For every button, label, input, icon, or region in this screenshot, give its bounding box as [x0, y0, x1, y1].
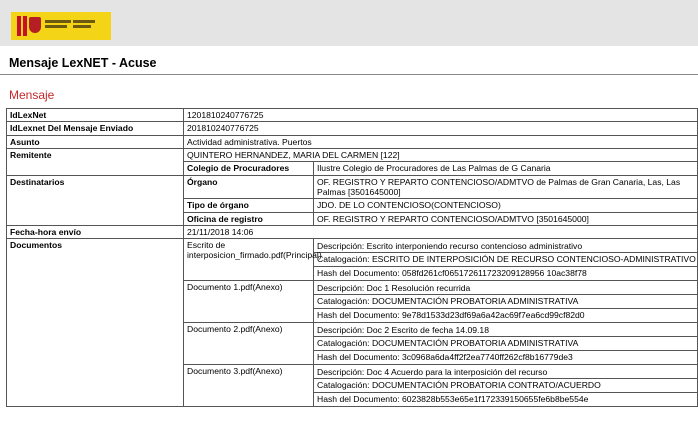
- sub-label: Tipo de órgano: [184, 199, 314, 212]
- document-hash: Hash del Documento: 6023828b553e65e1f172339150655fe6b8be554e: [317, 393, 589, 404]
- document-name: Documento 1.pdf(Anexo): [184, 281, 314, 323]
- row-label: Asunto: [7, 135, 184, 148]
- sub-label: Oficina de registro: [184, 212, 314, 225]
- document-meta: [314, 323, 698, 365]
- table-row: [7, 148, 698, 161]
- row-value: Actividad administrativa. Puertos: [184, 135, 698, 148]
- document-hash: Hash del Documento: 058fd261cf065172611723209128956 10ac38f78: [317, 267, 587, 278]
- top-banner: [0, 0, 698, 46]
- row-value: 1201810240776725: [184, 109, 698, 122]
- document-description: Descripción: Escrito interponiendo recurso contencioso administrativo: [314, 240, 697, 253]
- page-title: Mensaje LexNET - Acuse: [9, 56, 157, 70]
- table-row: [7, 135, 698, 148]
- sub-label: Colegio de Procuradores: [184, 162, 314, 175]
- row-label: Fecha-hora envío: [7, 225, 184, 238]
- document-description: Descripción: Doc 2 Escrito de fecha 14.09.18: [314, 324, 697, 337]
- message-table: [6, 108, 698, 407]
- document-catalog: Catalogación: DOCUMENTACIÓN PROBATORIA ADMINISTRATIVA: [314, 337, 697, 350]
- document-hash: Hash del Documento: 9e78d1533d23df69a6a42ac69f7ea6cd99cf82d0: [317, 309, 585, 320]
- row-label: IdLexNet: [7, 109, 184, 122]
- sub-value: OF. REGISTRO Y REPARTO CONTENCIOSO/ADMTVO de Palmas de Gran Canaria, Las, Las Palmas [3501645000]: [314, 175, 698, 199]
- table-row: [7, 239, 698, 281]
- document-meta: [314, 239, 698, 281]
- document-hash: Hash del Documento: 3c0968a6da4ff2f2ea7740ff262cf8b16779de3: [317, 351, 573, 362]
- government-logo: [11, 12, 111, 40]
- table-row: [7, 175, 698, 199]
- document-meta: [314, 364, 698, 406]
- document-catalog: Catalogación: DOCUMENTACIÓN PROBATORIA CONTRATO/ACUERDO: [314, 379, 697, 392]
- document-catalog: Catalogación: DOCUMENTACIÓN PROBATORIA ADMINISTRATIVA: [314, 295, 697, 308]
- document-description: Descripción: Doc 4 Acuerdo para la interposición del recurso: [314, 366, 697, 379]
- sub-label: Órgano: [184, 175, 314, 199]
- row-label: IdLexnet Del Mensaje Enviado: [7, 122, 184, 135]
- table-row: [7, 109, 698, 122]
- row-label: Destinatarios: [7, 175, 184, 225]
- sub-value: Ilustre Colegio de Procuradores de Las Palmas de G Canaria: [314, 162, 698, 175]
- row-value: 21/11/2018 14:06: [184, 225, 698, 238]
- document-catalog: Catalogación: ESCRITO DE INTERPOSICIÓN DE RECURSO CONTENCIOSO-ADMINISTRATIVO: [314, 253, 697, 266]
- divider: [0, 74, 698, 75]
- document-name: Documento 3.pdf(Anexo): [184, 364, 314, 406]
- document-name: Escrito de interposicion_firmado.pdf(Principal): [184, 239, 314, 281]
- row-label: Remitente: [7, 148, 184, 175]
- sub-value: JDO. DE LO CONTENCIOSO(CONTENCIOSO): [314, 199, 698, 212]
- row-value: QUINTERO HERNANDEZ, MARIA DEL CARMEN [122]: [184, 148, 698, 161]
- row-label: Documentos: [7, 239, 184, 407]
- table-row: [7, 225, 698, 238]
- document-description: Descripción: Doc 1 Resolución recurrida: [314, 282, 697, 295]
- row-value: 201810240776725: [184, 122, 698, 135]
- table-row: [7, 122, 698, 135]
- section-title: Mensaje: [9, 88, 55, 102]
- document-name: Documento 2.pdf(Anexo): [184, 323, 314, 365]
- sub-value: OF. REGISTRO Y REPARTO CONTENCIOSO/ADMTVO [3501645000]: [314, 212, 698, 225]
- document-meta: [314, 281, 698, 323]
